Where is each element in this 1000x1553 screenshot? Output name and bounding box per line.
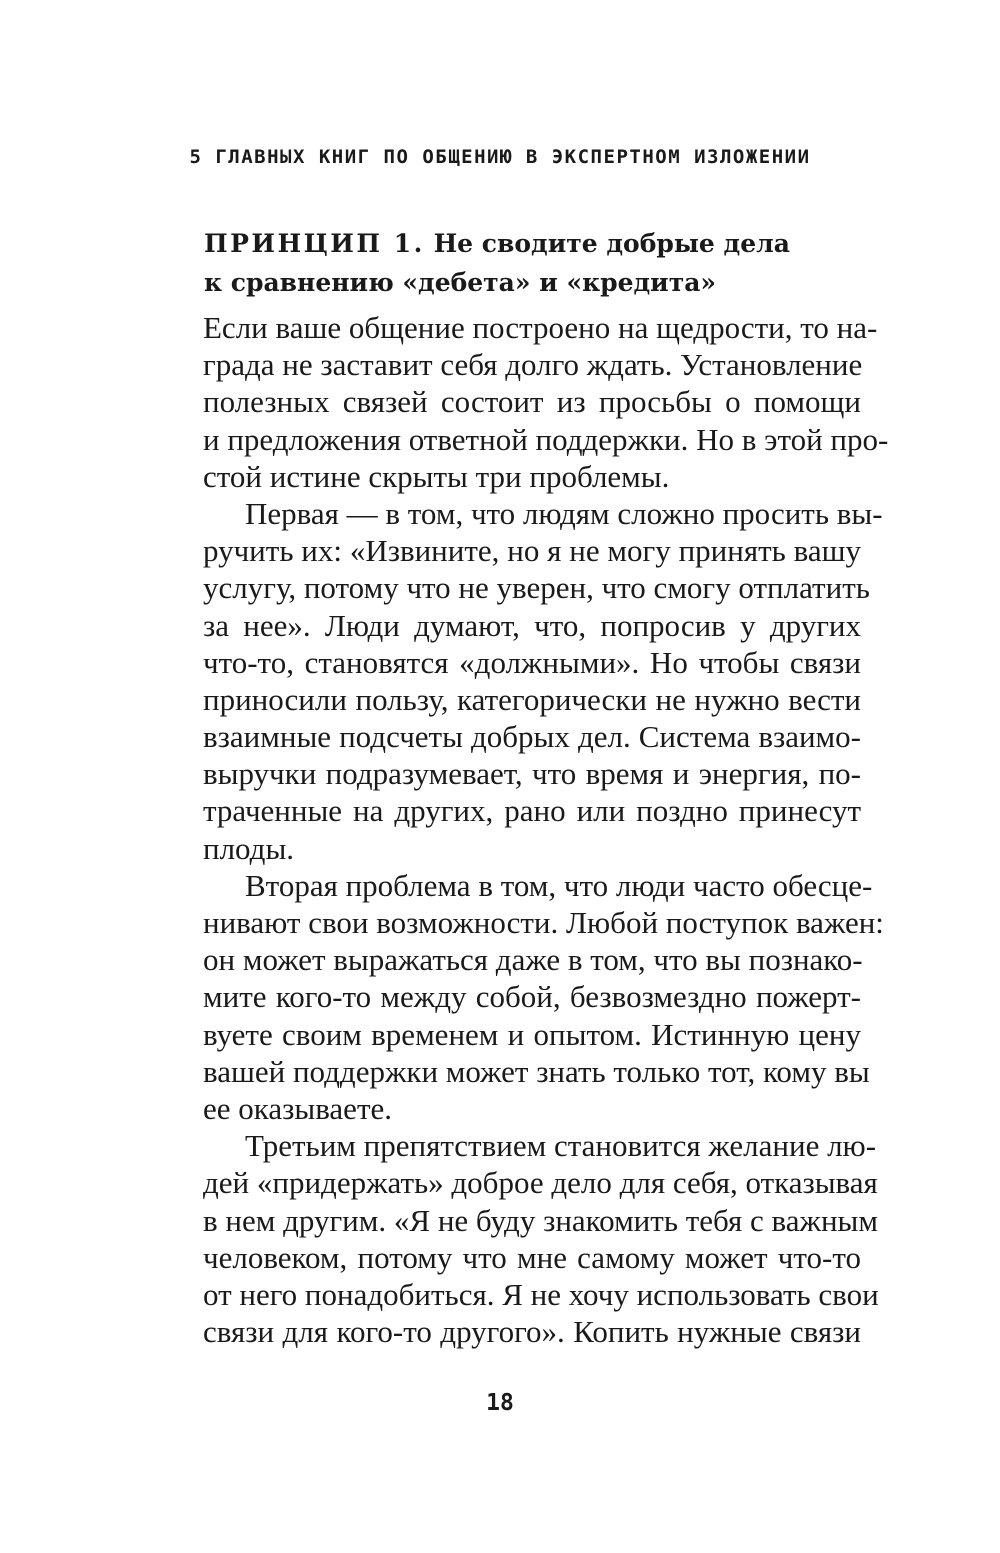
text-line: связи для кого-то другого». Копить нужные связи xyxy=(203,1314,861,1350)
heading-line-2: к сравнению «дебета» и «кредита» xyxy=(204,268,717,297)
text-line: траченные на других, рано или поздно принесут xyxy=(203,793,861,829)
text-line: услугу, потому что не уверен, что смогу отплатить xyxy=(203,570,870,606)
heading-line-1 xyxy=(204,224,864,263)
text-line: от него понадобиться. Я не хочу использовать свои xyxy=(203,1276,879,1312)
text-line: он может выражаться даже в том, что вы познако- xyxy=(203,942,863,978)
text-line: нивают свои возможности. Любой поступок важен: xyxy=(203,905,884,940)
page-number: 18 xyxy=(486,1390,514,1416)
text-line: Третьим препятствием становится желание лю- xyxy=(245,1128,877,1164)
section-heading xyxy=(204,224,864,302)
text-line: вашей поддержки может знать только тот, кому вы xyxy=(203,1053,870,1089)
text-line: вуете своим временем и опытом. Истинную цену xyxy=(203,1016,861,1052)
text-line: выручки подразумевает, что время и энергия, по- xyxy=(203,756,861,792)
text-line: человеком, потому что мне самому может что-то xyxy=(203,1239,861,1275)
text-line: что-то, становятся «должными». Но чтобы связи xyxy=(203,644,861,680)
text-line: дей «придержать» доброе дело для себя, отказывая xyxy=(203,1165,878,1201)
heading-title-part-1: Не сводите добрые дела xyxy=(433,229,790,258)
principle-label: ПРИНЦИП 1. xyxy=(204,229,425,258)
text-line: ручить их: «Извините, но я не могу принять вашу xyxy=(203,533,861,569)
text-line: стой истине скрыты три проблемы. xyxy=(203,458,670,494)
text-line: Первая — в том, что людям сложно просить вы- xyxy=(245,495,883,531)
text-line: Вторая проблема в том, что люди часто обесце- xyxy=(245,867,873,903)
text-line: приносили пользу, категорически не нужно вести xyxy=(203,681,861,717)
text-line: града не заставит себя долго ждать. Установление xyxy=(203,347,863,383)
text-line: Если ваше общение построено на щедрости, то на- xyxy=(203,310,878,345)
body-text xyxy=(203,309,889,1350)
running-header: 5 ГЛАВНЫХ КНИГ ПО ОБЩЕНИЮ В ЭКСПЕРТНОМ ИЗЛОЖЕНИИ xyxy=(189,146,811,168)
text-line: полезных связей состоит из просьбы о помощи xyxy=(203,384,861,420)
text-line: взаимные подсчеты добрых дел. Система взаимо- xyxy=(203,719,861,755)
text-line: и предложения ответной поддержки. Но в этой про- xyxy=(203,421,889,457)
text-line: плоды. xyxy=(203,830,295,866)
text-line: в нем другим. «Я не буду знакомить тебя с важным xyxy=(203,1202,878,1238)
text-line: мите кого-то между собой, безвозмездно пожерт- xyxy=(203,979,861,1015)
text-line: за нее». Люди думают, что, попросив у других xyxy=(203,607,861,643)
text-line: ее оказываете. xyxy=(203,1090,392,1126)
